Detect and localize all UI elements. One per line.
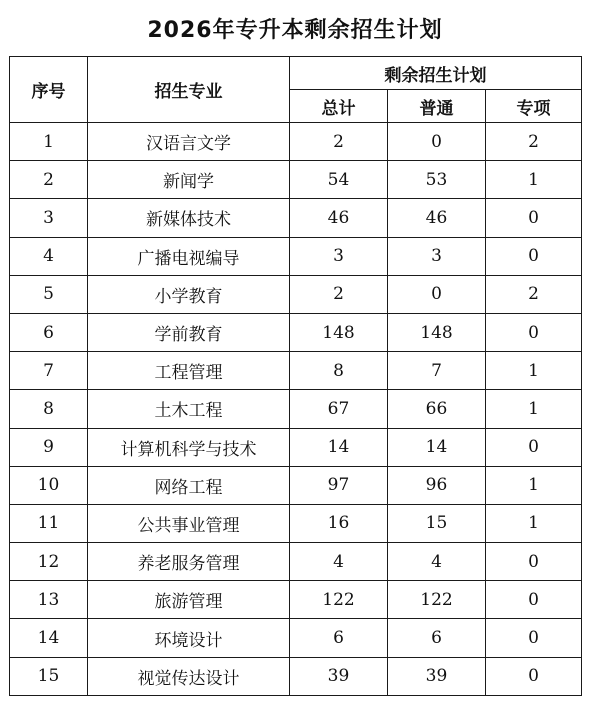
header-regular: 普通 [388,90,486,123]
cell-special: 0 [486,581,582,619]
cell-seq: 8 [10,390,88,428]
cell-regular: 4 [388,543,486,581]
cell-regular: 7 [388,352,486,390]
cell-special: 2 [486,275,582,313]
cell-major: 网络工程 [88,466,290,504]
cell-regular: 66 [388,390,486,428]
table-row [10,466,582,504]
cell-major: 新媒体技术 [88,199,290,237]
table-row [10,352,582,390]
cell-regular: 122 [388,581,486,619]
cell-regular: 15 [388,504,486,542]
cell-major: 汉语言文学 [88,123,290,161]
cell-major: 养老服务管理 [88,543,290,581]
enrollment-plan-table [9,56,582,696]
cell-special: 0 [486,619,582,657]
cell-seq: 3 [10,199,88,237]
table-row [10,543,582,581]
table-row [10,428,582,466]
cell-total: 46 [290,199,388,237]
cell-regular: 53 [388,161,486,199]
table-row [10,619,582,657]
table-row [10,657,582,695]
cell-major: 土木工程 [88,390,290,428]
header-major: 招生专业 [88,57,290,123]
cell-regular: 0 [388,275,486,313]
cell-total: 122 [290,581,388,619]
cell-special: 1 [486,352,582,390]
table-row [10,581,582,619]
cell-special: 0 [486,237,582,275]
cell-seq: 4 [10,237,88,275]
table-row [10,199,582,237]
cell-total: 16 [290,504,388,542]
table-row [10,275,582,313]
cell-major: 环境设计 [88,619,290,657]
cell-total: 97 [290,466,388,504]
cell-total: 2 [290,275,388,313]
table-row [10,390,582,428]
table-row [10,237,582,275]
cell-total: 4 [290,543,388,581]
header-total: 总计 [290,90,388,123]
cell-regular: 39 [388,657,486,695]
cell-seq: 5 [10,275,88,313]
cell-total: 54 [290,161,388,199]
cell-total: 14 [290,428,388,466]
cell-special: 2 [486,123,582,161]
header-plan-group: 剩余招生计划 [290,57,582,90]
cell-seq: 9 [10,428,88,466]
table-row [10,123,582,161]
cell-total: 67 [290,390,388,428]
cell-seq: 6 [10,313,88,351]
cell-seq: 2 [10,161,88,199]
cell-special: 0 [486,199,582,237]
cell-regular: 46 [388,199,486,237]
cell-major: 视觉传达设计 [88,657,290,695]
cell-major: 旅游管理 [88,581,290,619]
table-row [10,504,582,542]
cell-major: 学前教育 [88,313,290,351]
cell-major: 新闻学 [88,161,290,199]
cell-seq: 12 [10,543,88,581]
cell-special: 1 [486,466,582,504]
cell-seq: 10 [10,466,88,504]
header-seq: 序号 [10,57,88,123]
cell-major: 公共事业管理 [88,504,290,542]
cell-total: 3 [290,237,388,275]
cell-special: 0 [486,657,582,695]
cell-special: 0 [486,543,582,581]
cell-total: 6 [290,619,388,657]
cell-seq: 7 [10,352,88,390]
cell-major: 计算机科学与技术 [88,428,290,466]
cell-total: 2 [290,123,388,161]
cell-special: 1 [486,161,582,199]
page-title: 2026年专升本剩余招生计划 [147,18,443,43]
cell-seq: 1 [10,123,88,161]
cell-special: 0 [486,428,582,466]
cell-major: 小学教育 [88,275,290,313]
cell-seq: 13 [10,581,88,619]
table-row [10,313,582,351]
cell-regular: 14 [388,428,486,466]
cell-regular: 96 [388,466,486,504]
cell-regular: 148 [388,313,486,351]
cell-special: 0 [486,313,582,351]
cell-special: 1 [486,390,582,428]
cell-total: 8 [290,352,388,390]
cell-regular: 3 [388,237,486,275]
cell-major: 广播电视编导 [88,237,290,275]
table-row [10,161,582,199]
cell-regular: 6 [388,619,486,657]
cell-major: 工程管理 [88,352,290,390]
cell-special: 1 [486,504,582,542]
cell-seq: 15 [10,657,88,695]
cell-total: 39 [290,657,388,695]
cell-total: 148 [290,313,388,351]
cell-regular: 0 [388,123,486,161]
cell-seq: 11 [10,504,88,542]
cell-seq: 14 [10,619,88,657]
header-special: 专项 [486,90,582,123]
